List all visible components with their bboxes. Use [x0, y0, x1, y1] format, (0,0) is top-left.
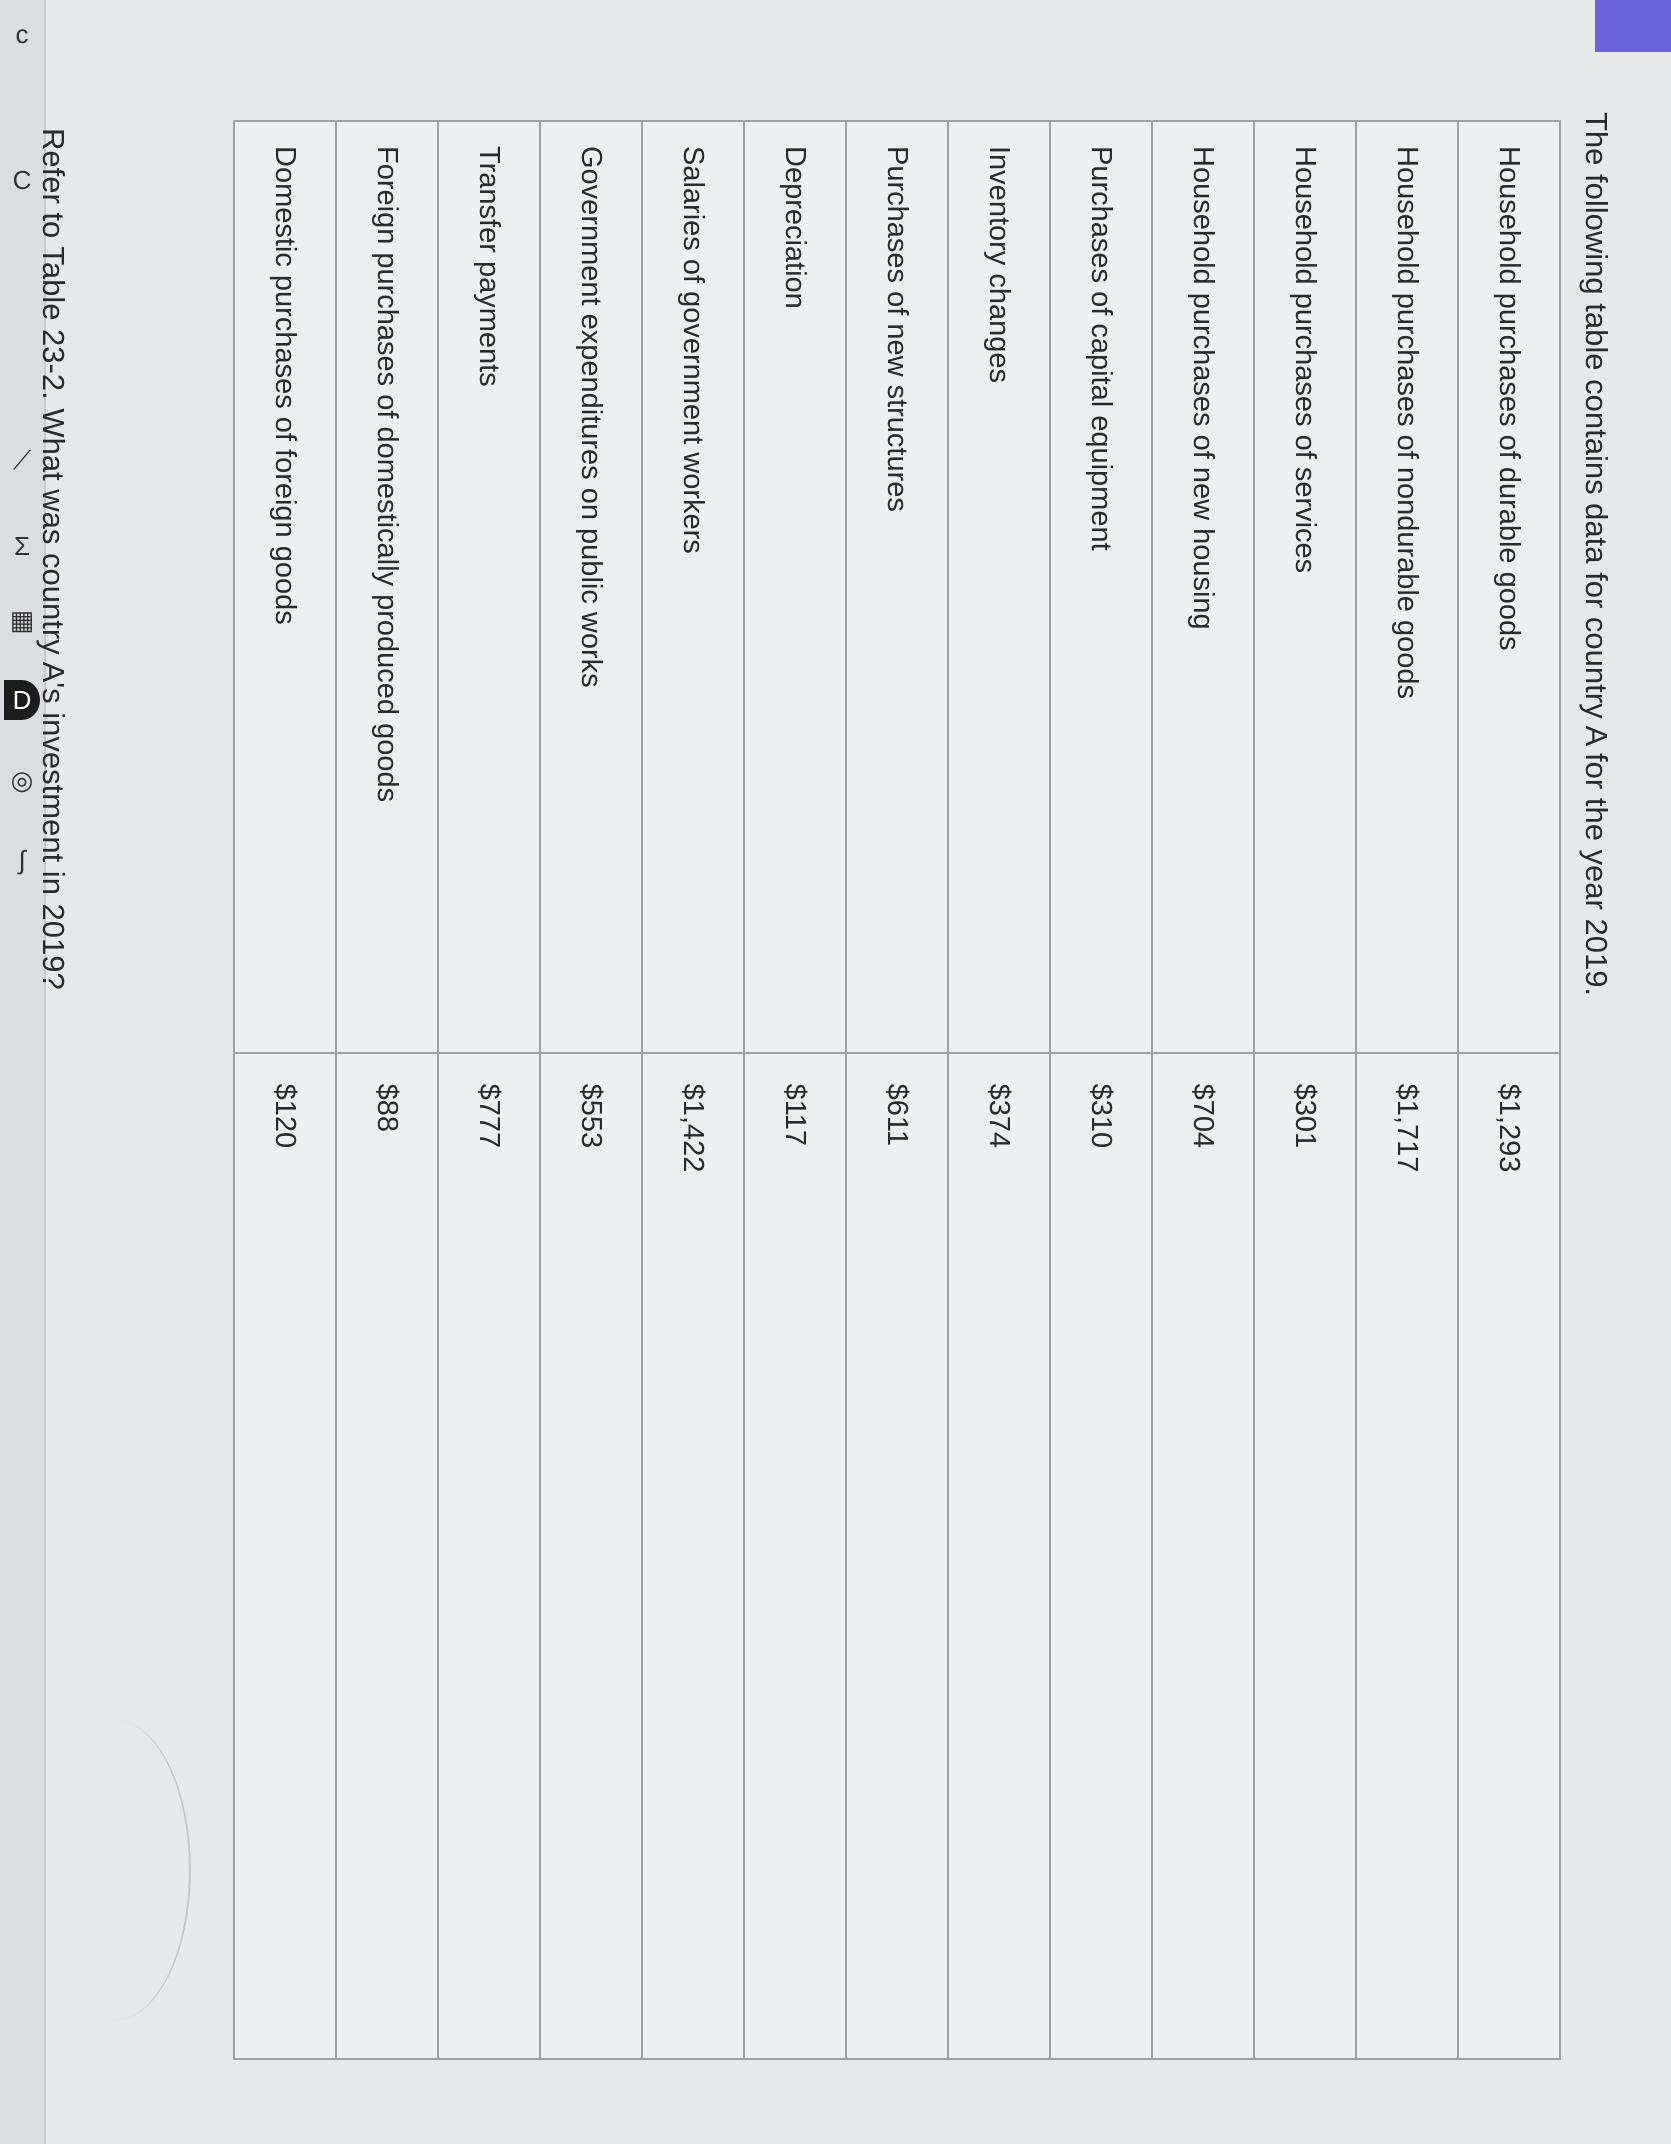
question-intro: The following table contains data for country A for the year 2019. — [1579, 112, 1614, 997]
row-value: $88 — [336, 1053, 438, 2059]
toolbar-matrix-icon[interactable]: ▦ — [9, 605, 35, 635]
row-value: $301 — [1254, 1053, 1356, 2059]
row-label: Purchases of new structures — [846, 121, 948, 1053]
table-row — [948, 121, 1050, 2059]
table-row — [744, 121, 846, 2059]
row-value: $1,422 — [642, 1053, 744, 2059]
row-label: Salaries of government workers — [642, 121, 744, 1053]
table-row — [336, 121, 438, 2059]
table-row — [1254, 121, 1356, 2059]
table-row — [540, 121, 642, 2059]
table-row — [1152, 121, 1254, 2059]
row-value: $611 — [846, 1053, 948, 2059]
toolbar-glyph-c-icon[interactable]: c — [15, 19, 29, 49]
row-label: Inventory changes — [948, 121, 1050, 1053]
row-label: Domestic purchases of foreign goods — [234, 121, 336, 1053]
page-curve — [39, 1720, 191, 2020]
row-value: $310 — [1050, 1053, 1152, 2059]
row-label: Household purchases of durable goods — [1458, 121, 1560, 1053]
row-label: Household purchases of services — [1254, 121, 1356, 1053]
row-value: $1,717 — [1356, 1053, 1458, 2059]
row-label: Foreign purchases of domestically produced goods — [336, 121, 438, 1053]
row-label: Household purchases of nondurable goods — [1356, 121, 1458, 1053]
toolbar-sigma-icon[interactable]: Σ — [13, 531, 31, 561]
row-value: $120 — [234, 1053, 336, 2059]
row-label: Depreciation — [744, 121, 846, 1053]
row-label: Purchases of capital equipment — [1050, 121, 1152, 1053]
table-row — [642, 121, 744, 2059]
row-value: $704 — [1152, 1053, 1254, 2059]
row-value: $117 — [744, 1053, 846, 2059]
toolbar-curve-icon[interactable]: ∫ — [18, 845, 26, 875]
toolbar-d-icon[interactable]: D — [4, 680, 40, 720]
toolbar-pen-icon[interactable]: ⟋ — [12, 445, 32, 475]
row-value: $553 — [540, 1053, 642, 2059]
question-prompt: Refer to Table 23-2. What was country A's investment in 2019? — [36, 128, 71, 990]
table-row — [1458, 121, 1560, 2059]
data-table — [233, 120, 1561, 2060]
row-value: $1,293 — [1458, 1053, 1560, 2059]
row-label: Transfer payments — [438, 121, 540, 1053]
row-value: $374 — [948, 1053, 1050, 2059]
table-row — [1050, 121, 1152, 2059]
table-row — [234, 121, 336, 2059]
table-row — [1356, 121, 1458, 2059]
table-row — [846, 121, 948, 2059]
row-value: $777 — [438, 1053, 540, 2059]
toolbar-check-circle-icon[interactable]: ◎ — [10, 765, 34, 795]
toolbar-glyph-c-icon[interactable]: C — [12, 165, 32, 195]
table-row — [438, 121, 540, 2059]
row-label: Household purchases of new housing — [1152, 121, 1254, 1053]
row-label: Government expenditures on public works — [540, 121, 642, 1053]
